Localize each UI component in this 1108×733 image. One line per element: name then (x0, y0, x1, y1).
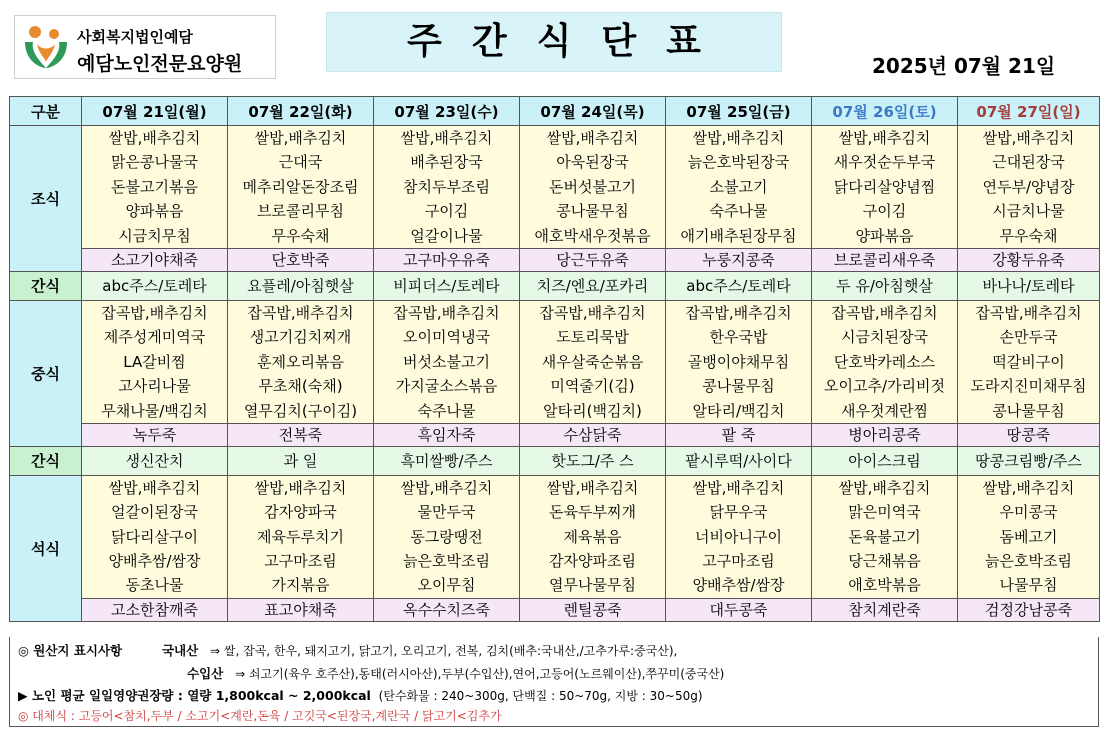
dish-item: 가지볶음 (271, 576, 330, 595)
dish-item: 돔베고기 (999, 527, 1058, 546)
page-title: 주간식단표 (326, 12, 782, 72)
porridge-cell: 단호박죽 (228, 248, 374, 271)
dish-item: 열무나물무침 (549, 576, 636, 595)
snack-cell: 치즈/엔요/포카리 (520, 271, 666, 300)
dish-item: 얼갈이나물 (410, 226, 483, 245)
snack-label: 간식 (10, 271, 82, 300)
dish-list (520, 301, 665, 423)
dish-item: 우미콩국 (999, 503, 1058, 522)
dish-item: 가지굴소스볶음 (395, 377, 498, 396)
dish-list (958, 126, 1099, 248)
dinner-cell (958, 475, 1100, 598)
dish-list (520, 126, 665, 248)
dish-item: 늙은호박조림 (985, 552, 1072, 571)
porridge-cell: 녹두죽 (82, 423, 228, 446)
porridge-cell: 팥 죽 (666, 423, 812, 446)
dish-item: 쌀밥,배추김치 (982, 478, 1075, 497)
breakfast-cell (374, 126, 520, 249)
dish-item: 제육두루치기 (257, 527, 344, 546)
dish-item: 제육볶음 (563, 527, 622, 546)
dinner-cell (374, 475, 520, 598)
dish-item: 쌀밥,배추김치 (108, 478, 201, 497)
breakfast-cell (520, 126, 666, 249)
dish-item: 메추리알돈장조림 (242, 177, 359, 196)
dinner-cell (812, 475, 958, 598)
dish-item: 도라지진미채무침 (970, 377, 1087, 396)
weekly-menu-table (9, 96, 1100, 622)
breakfast-cell (666, 126, 812, 249)
dish-item: 구이김 (424, 202, 469, 221)
dish-item: 콩나물무침 (556, 202, 629, 221)
day-header: 07월 25일(금) (666, 97, 812, 126)
lunch-row (10, 300, 1100, 423)
dish-list (228, 476, 373, 598)
dish-item: 무우숙채 (999, 226, 1058, 245)
dish-list (812, 301, 957, 423)
nutrition-row (18, 686, 703, 704)
dish-list (374, 301, 519, 423)
dish-list (666, 126, 811, 248)
dish-item: 골뱅이야채무침 (687, 352, 790, 371)
dish-item: 제주성게미역국 (103, 328, 206, 347)
menu-date: 2025년 07월 21일 (872, 54, 1056, 78)
snack-cell: abc주스/토레타 (82, 271, 228, 300)
dish-item: 쌀밥,배추김치 (108, 129, 201, 147)
dinner-label: 석식 (10, 475, 82, 621)
dish-item: 쌀밥,배추김치 (254, 129, 347, 147)
day-header-saturday: 07월 26일(토) (812, 97, 958, 126)
porridge-cell: 수삼닭죽 (520, 423, 666, 446)
dish-list (82, 476, 227, 598)
dish-list (958, 301, 1099, 423)
dish-list (666, 301, 811, 423)
porridge-cell: 검정강남콩죽 (958, 598, 1100, 621)
snack-label: 간식 (10, 446, 82, 475)
dish-item: 배추된장국 (410, 153, 483, 172)
dish-item: 나물무침 (999, 576, 1058, 595)
snack-cell: 두 유/아침햇살 (812, 271, 958, 300)
origin-import-row (187, 664, 724, 682)
day-header: 07월 21일(월) (82, 97, 228, 126)
breakfast-cell (82, 126, 228, 249)
dish-item: 닭무우국 (709, 503, 768, 522)
dish-item: 얼갈이된장국 (111, 503, 198, 522)
dish-list (228, 126, 373, 248)
dish-list (812, 476, 957, 598)
dish-item: 단호박카레소스 (833, 352, 936, 371)
porridge-cell: 참치계란죽 (812, 598, 958, 621)
dish-item: 쌀밥,배추김치 (692, 478, 785, 497)
lunch-cell (520, 300, 666, 423)
dish-item: 돈육불고기 (848, 527, 921, 546)
substitute-row: ◎ 대체식 : 고등어<참치,두부 / 소고기<계란,돈육 / 고깃국<된장국,계란국 / 닭고기<김추가 (18, 709, 502, 723)
dish-item: 잡곡밥,배추김치 (975, 303, 1082, 322)
notes-section (9, 637, 1099, 727)
dish-item: 돈육두부찌개 (549, 503, 636, 522)
dish-item: 근대된장국 (992, 153, 1065, 172)
dish-item: 쌀밥,배추김치 (546, 478, 639, 497)
day-header-row (10, 97, 1100, 126)
dish-item: 애호박새우젓볶음 (534, 226, 651, 245)
dish-item: 양배추쌈/쌈장 (692, 576, 785, 595)
dish-item: 생고기김치찌개 (249, 328, 352, 347)
dinner-cell (82, 475, 228, 598)
dish-item: 동그랑땡전 (410, 527, 483, 546)
org-name-line2: 예담노인전문요양원 (77, 53, 243, 75)
dish-item: 오이미역냉국 (403, 328, 490, 347)
dish-item: 알타리/백김치 (692, 401, 785, 420)
dish-item: 쌀밥,배추김치 (838, 129, 931, 147)
nutrition-label: ▶ 노인 평균 일일영양권장량 : 열량 1,800kcal ~ 2,000kcal (18, 688, 371, 703)
dish-item: 숙주나물 (709, 202, 768, 221)
dish-list (374, 476, 519, 598)
lunch-cell (82, 300, 228, 423)
dish-item: 한우국밥 (709, 328, 768, 347)
dish-item: 잡곡밥,배추김치 (393, 303, 500, 322)
dinner-row (10, 475, 1100, 598)
org-name-line1: 사회복지법인예담 (77, 28, 193, 46)
dish-item: 당근채볶음 (848, 552, 921, 571)
lunch-cell (374, 300, 520, 423)
snack-cell: 생신잔치 (82, 446, 228, 475)
dish-item: 도토리묵밥 (556, 328, 629, 347)
breakfast-porridge-row (10, 248, 1100, 271)
dish-list (82, 126, 227, 248)
dish-item: LA갈비찜 (123, 352, 186, 371)
dish-item: 훈제오리볶음 (257, 352, 344, 371)
breakfast-cell (958, 126, 1100, 249)
dish-item: 잡곡밥,배추김치 (831, 303, 938, 322)
domestic-label: 국내산 (161, 643, 199, 658)
dinner-cell (228, 475, 374, 598)
dish-list (82, 301, 227, 423)
snack-cell: 핫도그/주 스 (520, 446, 666, 475)
dish-item: 쌀밥,배추김치 (400, 478, 493, 497)
dish-item: 쌀밥,배추김치 (982, 129, 1075, 147)
day-header: 07월 22일(화) (228, 97, 374, 126)
nutrition-text: (탄수화물 : 240~300g, 단백질 : 50~70g, 지방 : 30~50g) (378, 689, 703, 703)
snack-cell: 팥시루떡/사이다 (666, 446, 812, 475)
day-header: 07월 23일(수) (374, 97, 520, 126)
dish-item: 브로콜리무침 (257, 202, 344, 221)
dinner-cell (520, 475, 666, 598)
dish-list (228, 301, 373, 423)
porridge-cell: 대두콩죽 (666, 598, 812, 621)
logo-emblem-icon (21, 22, 71, 72)
dish-item: 아욱된장국 (556, 153, 629, 172)
dish-item: 구이김 (862, 202, 907, 221)
dish-item: 무우숙채 (271, 226, 330, 245)
porridge-cell: 고구마우유죽 (374, 248, 520, 271)
dish-item: 쌀밥,배추김치 (838, 478, 931, 497)
domestic-text: ⇒ 쌀, 잡곡, 한우, 돼지고기, 닭고기, 오리고기, 전복, 김치(배추:국내산,/고추가루:중국산), (210, 644, 678, 658)
dish-item: 참치두부조림 (403, 177, 490, 196)
origin-title: ◎ 원산지 표시사항 (18, 643, 123, 658)
dish-item: 무초채(숙채) (258, 377, 343, 396)
day-header: 07월 24일(목) (520, 97, 666, 126)
lunch-cell (228, 300, 374, 423)
dish-item: 닭다리살구이 (111, 527, 198, 546)
lunch-cell (958, 300, 1100, 423)
dish-item: 고사리나물 (118, 377, 191, 396)
dish-list (374, 126, 519, 248)
dish-item: 시금치나물 (992, 202, 1065, 221)
dish-item: 고구마조림 (264, 552, 337, 571)
porridge-cell: 브로콜리새우죽 (812, 248, 958, 271)
dish-item: 시금치무침 (118, 226, 191, 245)
dish-item: 쌀밥,배추김치 (546, 129, 639, 147)
import-text: ⇒ 쇠고기(육우 호주산),동태(러시아산),두부(수입산),연어,고등어(노르웨이산),쭈꾸미(중국산) (235, 667, 725, 681)
page-header (0, 0, 1108, 92)
dish-item: 돈버섯불고기 (549, 177, 636, 196)
dish-item: 오이고추/가리비젓 (824, 377, 945, 396)
dish-item: 버섯소불고기 (403, 352, 490, 371)
lunch-cell (666, 300, 812, 423)
dish-item: 새우젓계란찜 (841, 401, 928, 420)
porridge-cell: 병아리콩죽 (812, 423, 958, 446)
dish-list (666, 476, 811, 598)
dish-item: 콩나물무침 (992, 401, 1065, 420)
dish-item: 양배추쌈/쌈장 (108, 552, 201, 571)
dinner-porridge-row (10, 598, 1100, 621)
dish-item: 너비아니구이 (695, 527, 782, 546)
porridge-cell: 땅콩죽 (958, 423, 1100, 446)
dish-item: 양파볶음 (855, 226, 914, 245)
porridge-cell: 강황두유죽 (958, 248, 1100, 271)
dish-list (958, 476, 1099, 598)
porridge-cell: 소고기야채죽 (82, 248, 228, 271)
dinner-cell (666, 475, 812, 598)
breakfast-row (10, 126, 1100, 249)
dish-item: 숙주나물 (417, 401, 476, 420)
breakfast-label: 조식 (10, 126, 82, 272)
dish-item: 소불고기 (709, 177, 768, 196)
porridge-cell: 고소한참깨죽 (82, 598, 228, 621)
dish-item: 감자양파조림 (549, 552, 636, 571)
origin-domestic-row (18, 641, 677, 659)
dish-item: 무채나물/백김치 (101, 401, 208, 420)
dish-item: 잡곡밥,배추김치 (247, 303, 354, 322)
dish-item: 맑은콩나물국 (111, 153, 198, 172)
dish-item: 열무김치(구이김) (243, 401, 358, 420)
dish-item: 알타리(백김치) (543, 401, 642, 420)
dish-item: 잡곡밥,배추김치 (101, 303, 208, 322)
dish-item: 시금치된장국 (841, 328, 928, 347)
day-header-sunday: 07월 27일(일) (958, 97, 1100, 126)
porridge-cell: 옥수수치즈죽 (374, 598, 520, 621)
dish-item: 닭다리살양념찜 (833, 177, 936, 196)
dish-item: 새우살죽순볶음 (541, 352, 644, 371)
porridge-cell: 누룽지콩죽 (666, 248, 812, 271)
lunch-porridge-row (10, 423, 1100, 446)
porridge-cell: 렌틸콩죽 (520, 598, 666, 621)
dish-list (812, 126, 957, 248)
porridge-cell: 전복죽 (228, 423, 374, 446)
dish-item: 양파볶음 (125, 202, 184, 221)
porridge-cell: 흑임자죽 (374, 423, 520, 446)
dish-item: 고구마조림 (702, 552, 775, 571)
snack-cell: 요플레/아침햇살 (228, 271, 374, 300)
dish-item: 쌀밥,배추김치 (692, 129, 785, 147)
lunch-label: 중식 (10, 300, 82, 446)
dish-item: 감자양파국 (264, 503, 337, 522)
snack1-row (10, 271, 1100, 300)
breakfast-cell (812, 126, 958, 249)
dish-item: 쌀밥,배추김치 (400, 129, 493, 147)
snack-cell: 비피더스/토레타 (374, 271, 520, 300)
dish-item: 맑은미역국 (848, 503, 921, 522)
snack-cell: 바나나/토레타 (958, 271, 1100, 300)
dish-item: 잡곡밥,배추김치 (685, 303, 792, 322)
dish-list (520, 476, 665, 598)
dish-item: 연두부/양념장 (982, 177, 1075, 196)
porridge-cell: 표고야채죽 (228, 598, 374, 621)
import-label: 수입산 (187, 666, 224, 681)
snack-cell: 과 일 (228, 446, 374, 475)
dish-item: 근대국 (278, 153, 323, 172)
snack-cell: 흑미쌀빵/주스 (374, 446, 520, 475)
snack2-row (10, 446, 1100, 475)
dish-item: 잡곡밥,배추김치 (539, 303, 646, 322)
dish-item: 새우젓순두부국 (833, 153, 936, 172)
snack-cell: 땅콩크림빵/주스 (958, 446, 1100, 475)
dish-item: 손만두국 (999, 328, 1058, 347)
corner-label: 구분 (10, 97, 82, 126)
dish-item: 돈불고기볶음 (111, 177, 198, 196)
dish-item: 미역줄기(김) (550, 377, 635, 396)
dish-item: 늙은호박조림 (403, 552, 490, 571)
snack-cell: abc주스/토레타 (666, 271, 812, 300)
dish-item: 늙은호박된장국 (687, 153, 790, 172)
dish-item: 동초나물 (125, 576, 184, 595)
dish-item: 애기배추된장무침 (680, 226, 797, 245)
breakfast-cell (228, 126, 374, 249)
dish-item: 떡갈비구이 (992, 352, 1065, 371)
organization-logo (14, 15, 276, 79)
lunch-cell (812, 300, 958, 423)
snack-cell: 아이스크림 (812, 446, 958, 475)
porridge-cell: 당근두유죽 (520, 248, 666, 271)
dish-item: 애호박볶음 (848, 576, 921, 595)
dish-item: 쌀밥,배추김치 (254, 478, 347, 497)
dish-item: 물만두국 (417, 503, 476, 522)
dish-item: 콩나물무침 (702, 377, 775, 396)
dish-item: 오이무침 (417, 576, 476, 595)
